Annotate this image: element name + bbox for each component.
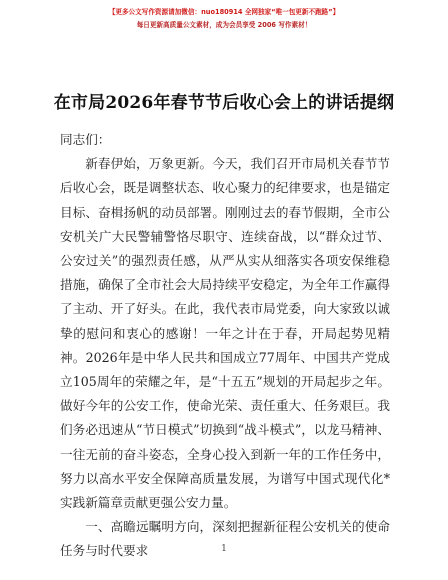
- page-number: 1: [221, 544, 227, 554]
- section-heading-1: 一、高瞻远瞩明方向，深刻把握新征程公安机关的使命任务与时代要求: [60, 519, 390, 559]
- document-title: 在市局2026年春节节后收心会上的讲话提纲: [53, 93, 395, 113]
- salutation: 同志们：: [60, 132, 111, 147]
- promo-banner-line-2: 每日更新高质量公文素材，成为会员享受 2006 写作素材！: [136, 21, 312, 29]
- promo-banner: [0, 6, 448, 32]
- paragraph-opening: 新春伊始，万象更新。今天，我们召开市局机关春节节后收心会，既是调整状态、收心聚力的纪律要求，也是锚定目标、奋楫扬帆的动员部署。刚刚过去的春节假期，全市公安机关广大民警辅警恪尽职守、连续奋战，以“群众过节、公安过关”的强烈责任感，从严从实从细落实各项安保维稳措施，确保了全市社会大局持续平安稳定，为全年工作赢得了主动、开了好头。在此，我代表市局党委，向大家致以诚挚的慰问和衷心的感谢！一年之计在于春，开局起势见精神。2026年是中华人民共和国成立77周年、中国共产党成立105周年的荣耀之年，是“十五五”规划的开局起步之年。做好今年的公安工作，使命光荣、责任重大、任务艰巨。我们务必迅速从“节日模式”切换到“战斗模式”，以龙马精神、一往无前的奋斗姿态，全身心投入到新一年的工作任务中，努力以高水平安全保障高质量发展，为谱写中国式现代化*实践新篇章贡献更强公安力量。: [60, 156, 390, 511]
- promo-banner-line-1: 【更多公文写作资源请加微信：nuo180914 全网独家“唯一包更新不跑路”】: [108, 8, 340, 16]
- document-body: [60, 128, 390, 564]
